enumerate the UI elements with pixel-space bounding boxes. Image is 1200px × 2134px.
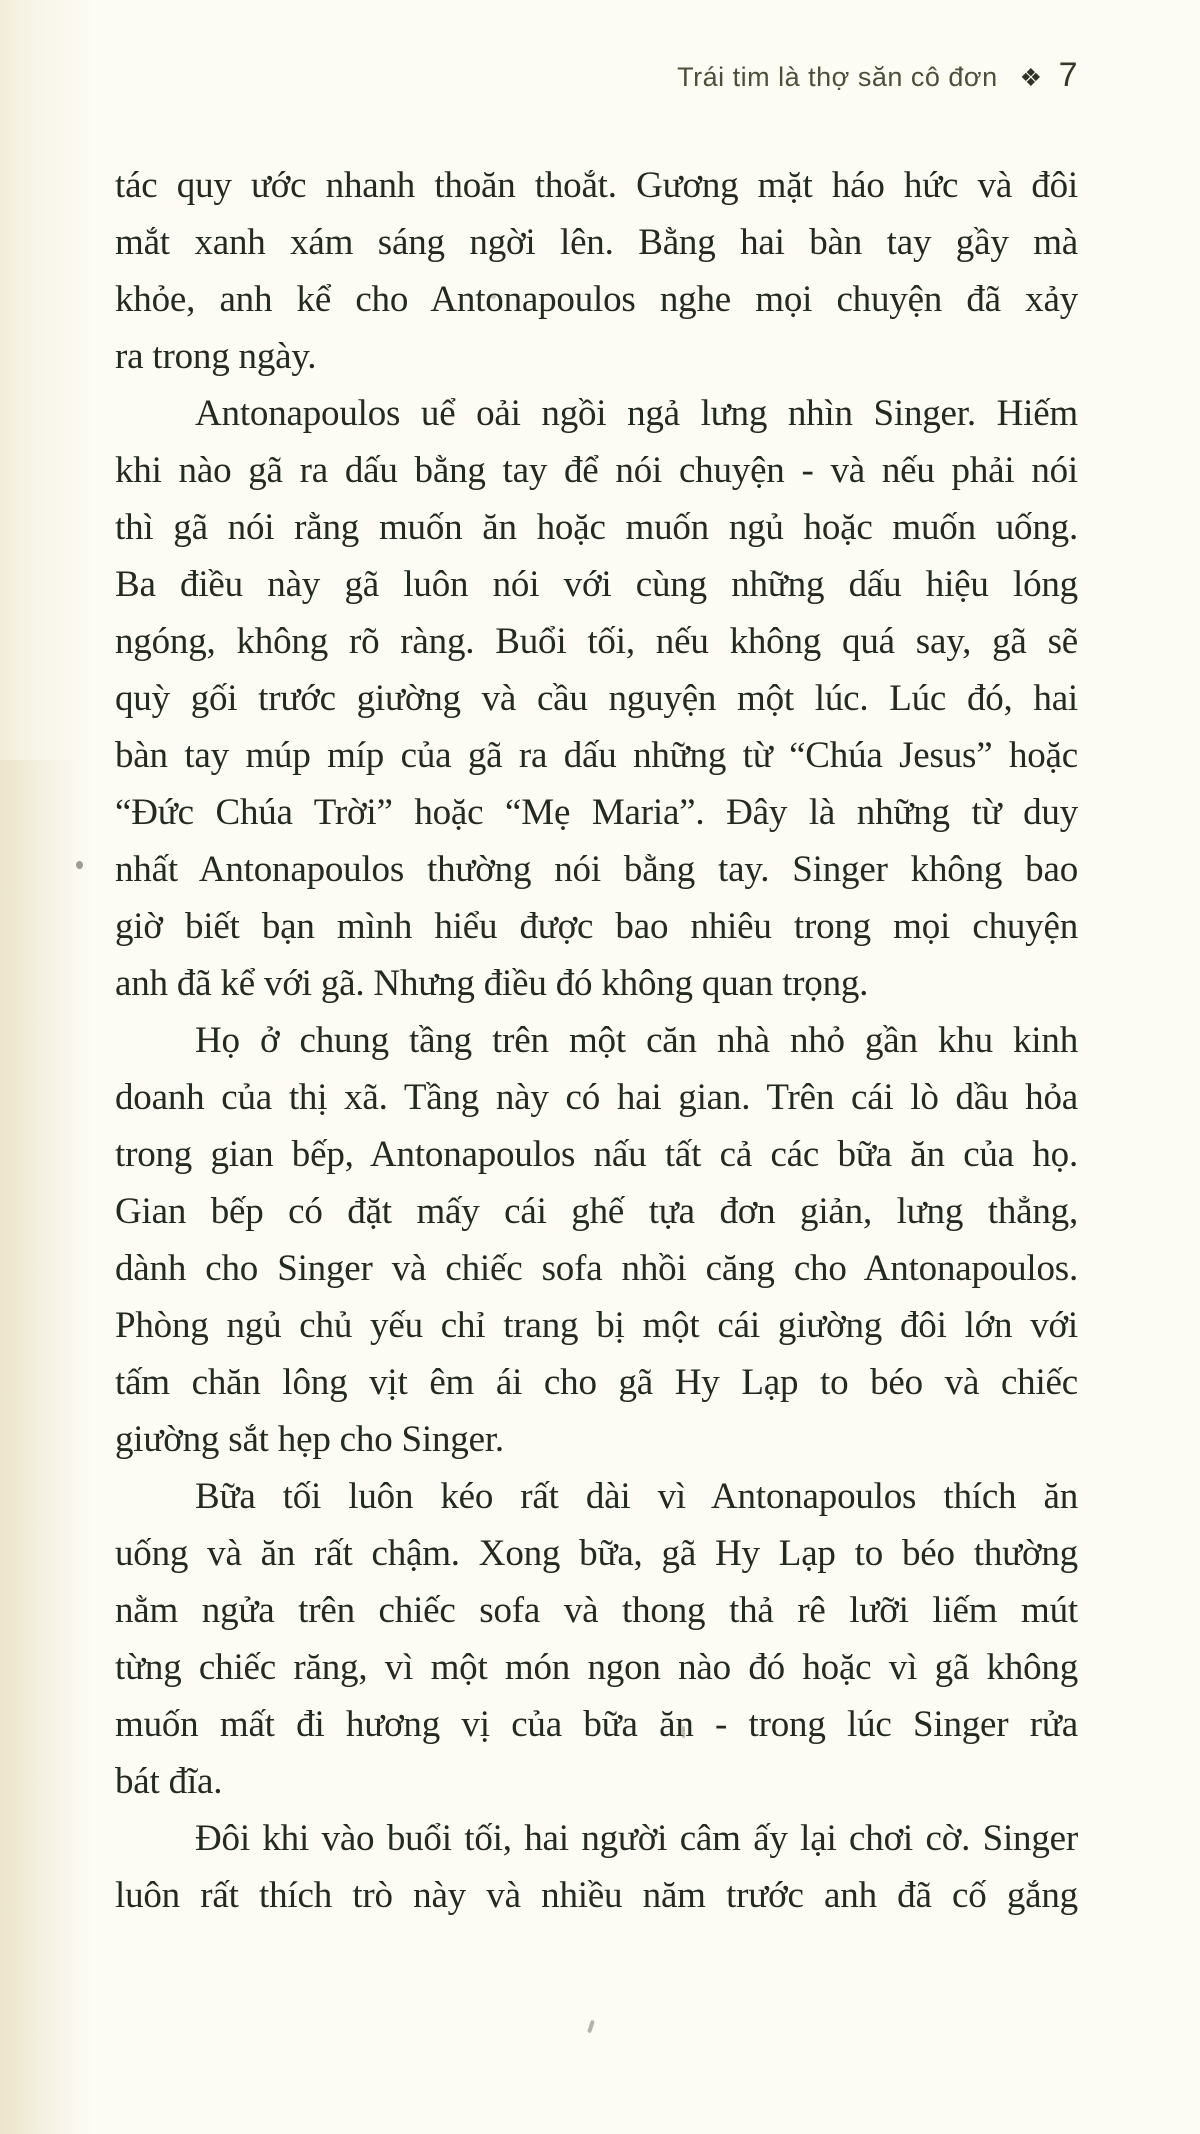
text-line: tác quy ước nhanh thoăn thoắt. Gương mặt háo hức và đôi <box>115 165 1078 206</box>
running-header-title: Trái tim là thợ săn cô đơn <box>677 62 998 92</box>
paragraph <box>115 1012 1078 1468</box>
page-body <box>115 157 1078 1924</box>
text-line: luôn rất thích trò này và nhiều năm trước anh đã cố gắng <box>115 1875 1078 1916</box>
text-line: giờ biết bạn mình hiểu được bao nhiêu trong mọi chuyện <box>115 906 1078 947</box>
text-line: Ba điều này gã luôn nói với cùng những dấu hiệu lóng <box>115 564 1078 605</box>
paragraph <box>115 157 1078 385</box>
scan-speck <box>587 2020 595 2034</box>
scan-speck <box>682 1726 685 1738</box>
paragraph <box>115 385 1078 1012</box>
text-line: ra trong ngày. <box>115 336 317 377</box>
text-line: giường sắt hẹp cho Singer. <box>115 1419 504 1460</box>
text-line: Bữa tối luôn kéo rất dài vì Antonapoulos thích ăn <box>195 1476 1078 1517</box>
text-line: khỏe, anh kể cho Antonapoulos nghe mọi chuyện đã xảy <box>115 279 1078 320</box>
text-line: từng chiếc răng, vì một món ngon nào đó hoặc vì gã không <box>115 1647 1078 1688</box>
paragraph <box>115 1810 1078 1924</box>
text-line: Phòng ngủ chủ yếu chỉ trang bị một cái giường đôi lớn với <box>115 1305 1078 1346</box>
text-line: anh đã kể với gã. Nhưng điều đó không quan trọng. <box>115 963 869 1004</box>
scan-edge-streak <box>0 760 80 2134</box>
text-line: bát đĩa. <box>115 1761 223 1802</box>
text-line: nằm ngửa trên chiếc sofa và thong thả rê lưỡi liếm mút <box>115 1590 1078 1631</box>
scan-speck <box>76 861 83 869</box>
text-line: Đôi khi vào buổi tối, hai người câm ấy lại chơi cờ. Singer <box>195 1818 1078 1859</box>
scan-speck <box>491 294 496 299</box>
text-line: doanh của thị xã. Tầng này có hai gian. Trên cái lò dầu hỏa <box>115 1077 1078 1118</box>
text-line: uống và ăn rất chậm. Xong bữa, gã Hy Lạp to béo thường <box>115 1533 1078 1574</box>
text-line: dành cho Singer và chiếc sofa nhồi căng cho Antonapoulos. <box>115 1248 1078 1289</box>
text-line: muốn mất đi hương vị của bữa ăn - trong lúc Singer rửa <box>115 1704 1078 1745</box>
paragraph <box>115 1468 1078 1810</box>
text-line: Antonapoulos uể oải ngồi ngả lưng nhìn Singer. Hiếm <box>195 393 1078 434</box>
text-line: khi nào gã ra dấu bằng tay để nói chuyện - và nếu phải nói <box>115 450 1078 491</box>
text-line: “Đức Chúa Trời” hoặc “Mẹ Maria”. Đây là những từ duy <box>115 792 1078 833</box>
page-number: 7 <box>1058 56 1078 94</box>
text-line: Gian bếp có đặt mấy cái ghế tựa đơn giản, lưng thẳng, <box>115 1191 1078 1232</box>
text-line: thì gã nói rằng muốn ăn hoặc muốn ngủ hoặc muốn uống. <box>115 507 1078 548</box>
text-line: mắt xanh xám sáng ngời lên. Bằng hai bàn tay gầy mà <box>115 222 1078 263</box>
text-line: tấm chăn lông vịt êm ái cho gã Hy Lạp to béo và chiếc <box>115 1362 1078 1403</box>
text-line: quỳ gối trước giường và cầu nguyện một lúc. Lúc đó, hai <box>115 678 1078 719</box>
text-line: ngóng, không rõ ràng. Buổi tối, nếu không quá say, gã sẽ <box>115 621 1078 662</box>
diamond-separator-icon: ❖ <box>1019 64 1043 92</box>
text-line: bàn tay múp míp của gã ra dấu những từ “Chúa Jesus” hoặc <box>115 735 1078 776</box>
text-line: Họ ở chung tầng trên một căn nhà nhỏ gần khu kinh <box>195 1020 1078 1061</box>
text-line: nhất Antonapoulos thường nói bằng tay. Singer không bao <box>115 849 1078 890</box>
text-line: trong gian bếp, Antonapoulos nấu tất cả các bữa ăn của họ. <box>115 1134 1078 1175</box>
running-header <box>115 56 1078 95</box>
